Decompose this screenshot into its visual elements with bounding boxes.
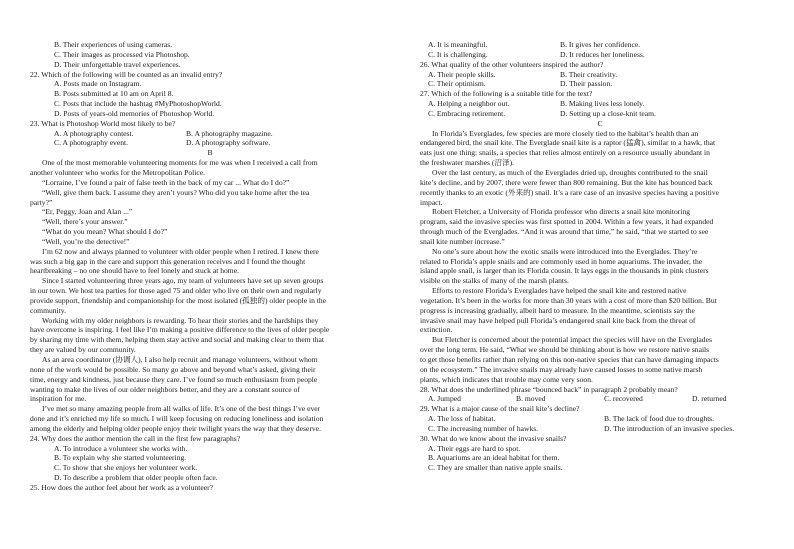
text-line: kite’s decline, and by 2007, there were fewer than 800 remaining. But the kite has bounced back (420, 177, 713, 187)
option-text: B. Making lives less lonely. (560, 99, 645, 109)
text-line: 29. What is a major cause of the snail kite’s decline? (420, 404, 580, 414)
text-line: plants, which indicates that trouble may come very soon. (420, 374, 593, 384)
text-line: program, said the invasive species was first spotted in 2004. Within a few years, it had expanded (420, 217, 714, 227)
text-line: impact. (420, 197, 443, 207)
option-text: A. It is meaningful. (428, 40, 488, 49)
option-text: D. returned (692, 394, 727, 404)
text-line: over the long term. He said, “What we should be thinking about is how we restore native snails (420, 345, 710, 355)
text-line: provide support, friendship and companionship for the most isolated (孤独的) older people in the (30, 295, 327, 305)
option-text: B. moved (516, 394, 546, 404)
text-line: 25. How does the author feel about her work as a volunteer? (30, 482, 214, 492)
text-line: “Er, Peggy, Joan and Alan ...” (42, 207, 133, 217)
text-line: B. Aquariums are an ideal habitat for them. (428, 453, 560, 463)
text-line: C. To show that she enjoys her volunteer work. (54, 463, 198, 473)
text-line: vegetation. It’s been in the works for more than 30 years with a cost of more than $20 billion. But (420, 295, 717, 305)
text-line: done and it’s enriched my life so much. I will keep focusing on reducing loneliness and isolation (30, 414, 324, 424)
text-line: One of the most memorable volunteering moments for me was when I received a call from (42, 158, 318, 168)
text-line: A. To introduce a volunteer she works with. (54, 443, 188, 453)
text-line: Robert Fletcher, a University of Florida professor who directs a snail kite monitoring (432, 207, 691, 217)
text-line: 23. What is Photoshop World most likely to be? (30, 118, 176, 128)
text-line: D. To describe a problem that older people often face. (54, 473, 218, 483)
text-line: through much of the Everglades. “And it was around that time,” he said, “that we started to see (420, 227, 709, 237)
text-line: 24. Why does the author mention the call in the first few paragraphs? (30, 433, 241, 443)
text-line: C (597, 118, 603, 128)
text-line: eats just one thing: snails, a species that relies almost entirely on a resource usually abundant in (420, 148, 710, 158)
text-line (420, 424, 780, 434)
text-line: B (207, 148, 213, 158)
option-text: C. A photography event. (54, 138, 129, 148)
text-line: snail kite number increase.” (420, 236, 505, 246)
option-text: D. Their passion. (560, 79, 613, 89)
text-line: C. Their images as processed via Photoshop. (54, 49, 190, 59)
text-line: by sharing my time with them, helping them stay active and social and making clear to them that (30, 335, 324, 345)
option-text: C. Their optimism. (428, 79, 486, 89)
right-column (420, 40, 780, 473)
text-line (420, 79, 780, 89)
text-line: A. Their eggs are hard to spot. (428, 443, 521, 453)
option-text: B. Their creativity. (560, 69, 618, 79)
option-text: D. The introduction of an invasive species. (604, 423, 735, 433)
option-text: C. recovered (604, 394, 643, 404)
option-text: A. A photography contest. (54, 128, 134, 138)
text-line: 28. What does the underlined phrase “bounced back” in paragraph 2 probably mean? (420, 384, 678, 394)
text-line: B. Their experiences of using cameras. (54, 40, 173, 49)
text-line: C. Posts that include the hashtag #MyPhotoshopWorld. (54, 99, 222, 109)
option-text: D. It reduces her loneliness. (560, 49, 645, 59)
option-text: C. Embracing retirement. (428, 108, 506, 118)
text-line (420, 414, 780, 424)
text-line (420, 70, 780, 80)
option-text: A. Their people skills. (428, 69, 496, 79)
text-line: the freshwater marshes (沼泽). (420, 158, 515, 168)
text-line: progress is increasing gradually, albeit hard to measure. In the meantime, scientists say the (420, 305, 695, 315)
text-line: In Florida’s Everglades, few species are more closely tied to the habitat’s health than an (432, 128, 699, 138)
text-line: invasive snail may have helped pull Florida’s endangered snail kite back from the threat of (420, 315, 696, 325)
text-line: recently thanks to an exotic (外来的) snail. It’s a rare case of an invasive species having a positive (420, 187, 720, 197)
text-line (420, 109, 780, 119)
text-line: community. (30, 305, 66, 315)
text-line: Over the last century, as much of the Everglades dried up, droughts contributed to the snail (432, 167, 708, 177)
text-line: No one’s sure about how the exotic snails were introduced into the Everglades. They’re (432, 246, 698, 256)
text-line (420, 99, 780, 109)
text-line: “Well, there’s your answer.” (42, 217, 128, 227)
text-line: D. Their unforgettable travel experiences. (54, 59, 181, 69)
text-line: island apple snail, is larger than its Florida cousin. It lays eggs in the thousands in pink clusters (420, 266, 709, 276)
left-column (30, 40, 390, 493)
text-line: “Well, give them back. I assume they aren’t yours? Who did you take home after the tea (42, 187, 310, 197)
text-line: B. To explain why she started volunteering. (54, 453, 187, 463)
option-text: B. A photography magazine. (186, 128, 273, 138)
text-line: D. Posts of years-old memories of Photoshop World. (54, 108, 215, 118)
text-line: wanting to make the lives of our older neighbors better, and they are a constant source of (30, 384, 300, 394)
text-line: extinction. (420, 325, 453, 335)
text-line (30, 129, 390, 139)
option-text: B. The lack of food due to droughts. (604, 414, 715, 424)
text-line (420, 40, 780, 50)
text-line: none of the work would be possible. So many go above and beyond what’s asked, giving their (30, 364, 316, 374)
text-line: time, energy and kindness, just because they care. I’ve found so much enthusiasm from people (30, 374, 318, 384)
text-line: Efforts to restore Florida’s Everglades have helped the snail kite and restored native (432, 286, 687, 296)
text-line: 22. Which of the following will be counted as an invalid entry? (30, 69, 223, 79)
text-line: to get those benefits rather than relying on this non-native species that can have damaging impacts (420, 355, 719, 364)
option-text: D. Setting up a close-knit team. (560, 108, 656, 118)
option-text: A. The loss of habitat. (428, 414, 496, 424)
text-line: I’ve met so many amazing people from all walks of life. It’s one of the best things I’ve ever (42, 404, 321, 414)
text-line: visible on the stalks of many of the marsh plants. (420, 276, 569, 286)
text-line: “Lorraine, I’ve found a pair of false teeth in the back of my car ... What do I do?” (42, 177, 290, 187)
text-line: 30. What do we know about the invasive snails? (420, 433, 567, 443)
option-text: A. Helping a neighbor out. (428, 99, 510, 109)
text-line: Working with my older neighbors is rewarding. To hear their stories and the hardships they (42, 315, 319, 325)
option-text: D. A photography software. (186, 138, 271, 148)
option-text: A. Jumped (428, 394, 461, 404)
option-text: B. It gives her confidence. (560, 40, 641, 49)
text-line: another volunteer who works for the Metropolitan Police. (30, 167, 206, 177)
text-line: But Fletcher is concerned about the potential impact the species will have on the Everglades (432, 335, 712, 345)
text-line (420, 394, 780, 404)
option-text: C. It is challenging. (428, 49, 488, 59)
text-line: related to Florida’s apple snails and are commonly used in home aquariums. The invader, the (420, 256, 703, 266)
text-line: endangered bird, the snail kite. The Everglade snail kite is a raptor (猛禽), similar to a hawk, that (420, 138, 716, 148)
text-line: 26. What quality of the other volunteers inspired the author? (420, 59, 604, 69)
text-line: As an area coordinator (协调人), I also help recruit and manage volunteers, without whom (42, 355, 318, 364)
text-line: in our town. We host tea parties for those aged 75 and older who live on their own and regularly (30, 286, 322, 296)
text-line: “Well, you’re the detective!” (42, 236, 130, 246)
text-line: party?” (30, 197, 53, 207)
text-line: 27. Which of the following is a suitable title for the text? (420, 89, 593, 99)
text-line: “What do you mean? What should I do?” (42, 227, 168, 237)
text-line: Since I started volunteering three years ago, my team of volunteers have set up seven groups (42, 276, 324, 286)
text-line: B. Posts submitted at 10 am on April 8. (54, 89, 174, 99)
text-line: among the elderly and helping older people enjoy their twilight years the way that they deserve. (30, 423, 322, 433)
text-line: A. Posts made on Instagram. (54, 79, 142, 89)
text-line: was such a big gap in the care and support this generation receives and I found the thought (30, 256, 306, 266)
text-line (30, 138, 390, 148)
text-line: I’m 62 now and always planned to volunteer with older people when I retired. I knew there (42, 246, 319, 256)
option-text: C. The increasing number of hawks. (428, 423, 539, 433)
text-line: inspiration for me. (30, 394, 87, 404)
text-line: have overcome is inspiring. I feel like I’m making a positive difference to the lives of older people (30, 325, 330, 335)
text-line (420, 50, 780, 60)
text-line: they are valued by our community. (30, 345, 136, 355)
text-line: heartbreaking – no one should have to feel lonely and stuck at home. (30, 266, 239, 276)
text-line: on the ecosystem.” The invasive snails may already have caused losses to some native marsh (420, 364, 703, 374)
text-line: C. They are smaller than native apple snails. (428, 463, 563, 473)
